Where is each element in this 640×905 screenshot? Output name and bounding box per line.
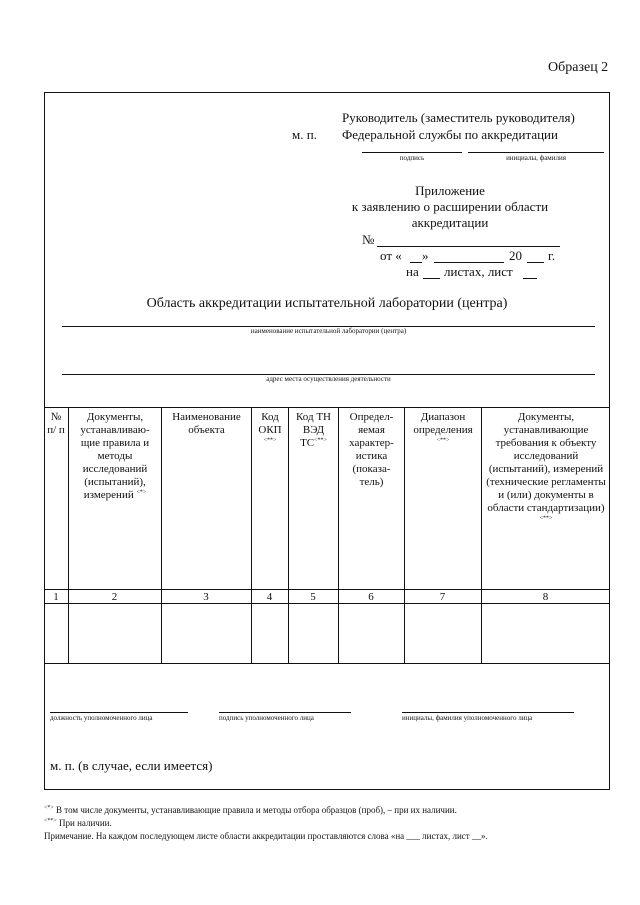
footnote-1: <*> В том числе документы, устанавливающие правила и методы отбора образцов (проб), – при их наличии. (44, 805, 457, 815)
footnote-note: Примечание. На каждом последующем листе области аккредитации проставляются слова «на ___ листах, лист __». (44, 831, 488, 841)
number-line (377, 246, 560, 247)
initials-line (468, 152, 604, 153)
table-top-border (44, 407, 610, 408)
table-bottom-border (44, 663, 610, 664)
header-number: № п/ п (47, 411, 65, 436)
address-caption: адрес места осуществления деятельности (266, 375, 391, 383)
column-number-1: 1 (53, 591, 59, 603)
area-title: Область аккредитации испытательной лаборатории (центра) (146, 296, 508, 311)
initials-caption: инициалы, фамилия (506, 154, 566, 162)
position-caption: должность уполномоченного лица (50, 714, 153, 722)
column-number-3: 3 (203, 591, 209, 603)
position-line (50, 712, 188, 713)
authorized-signature-caption: подпись уполномоченного лица (219, 714, 314, 722)
footnote-2: <**> При наличии. (44, 818, 112, 828)
column-number-4: 4 (266, 591, 273, 603)
header-method-docs: Документы, устанавливаю- щие правила и методы исследований (испытаний), измерений <*> (80, 411, 150, 501)
appendix-line2: аккредитации (411, 215, 489, 230)
head-line1: Руководитель (заместитель руководителя) (342, 110, 575, 125)
header-characteristic: Определ- яемая характер- истика (показа- тель) (349, 411, 394, 488)
header-object-name: Наименование объекта (172, 411, 241, 436)
date-quote-close: » (422, 248, 429, 263)
authorized-name-line (402, 712, 574, 713)
mp-note: м. п. (в случае, если имеется) (50, 758, 213, 773)
appendix-line1: к заявлению о расширении области (351, 199, 549, 214)
column-number-6: 6 (368, 591, 374, 603)
header-tnved-code: Код ТН ВЭД ТС<**> (296, 411, 331, 449)
date-g: г. (548, 248, 556, 263)
column-number-5: 5 (310, 591, 316, 603)
number-label: № (362, 232, 375, 247)
date-month-line (434, 262, 504, 263)
appendix-title: Приложение (415, 183, 485, 198)
lab-name-caption: наименование испытательной лаборатории (центра) (250, 327, 407, 335)
header-requirement-docs: Документы, устанавливающие требования к объекту исследований (испытаний), измерений (технические регламенты и (или) документы в области стандартизации) <**> (486, 411, 606, 522)
head-line2: Федеральной службы по аккредитации (342, 127, 558, 142)
column-number-7: 7 (439, 591, 446, 603)
authorized-name-caption: инициалы, фамилия уполномоченного лица (402, 714, 533, 722)
sample-label: Образец 2 (548, 60, 609, 75)
header-range: Диапазон определения <**> (413, 411, 473, 444)
date-year: 20 (509, 248, 522, 263)
column-number-8: 8 (542, 591, 549, 603)
sheets-on: на (406, 264, 419, 279)
header-okp-code: Код ОКП <**> (258, 411, 282, 444)
column-number-2: 2 (111, 591, 118, 603)
sheets-text: листах, лист (444, 264, 513, 279)
date-from: от « (380, 248, 402, 263)
mp-label: м. п. (292, 127, 317, 142)
signature-caption: подпись (399, 154, 425, 162)
signature-line (362, 152, 462, 153)
authorized-signature-line (219, 712, 351, 713)
